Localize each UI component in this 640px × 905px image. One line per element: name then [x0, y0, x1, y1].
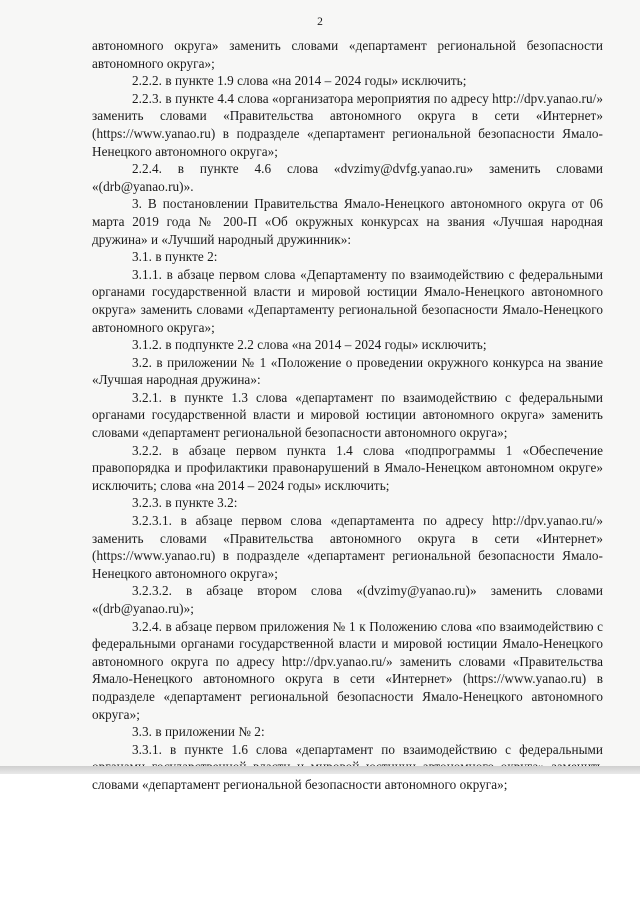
paragraph: 3. В постановлении Правительства Ямало-Ненецкого автономного округа от 06 марта 2019 года № 200-П «Об окружных конкурсах на звания «Лучшая народная дружина» и «Лучший народный дружинник»:: [92, 196, 603, 247]
paragraph: 3.1.2. в подпункте 2.2 слова «на 2014 – 2024 годы» исключить;: [132, 337, 487, 353]
page-number: 2: [317, 16, 323, 28]
paragraph: 3.2. в приложении № 1 «Положение о проведении окружного конкурса на звание «Лучшая народная дружина»:: [92, 354, 603, 388]
paragraph: 3.1. в пункте 2:: [132, 249, 218, 265]
paragraph: 3.2.2. в абзаце первом пункта 1.4 слова «подпрограммы 1 «Обеспечение правопорядка и профилактики правонарушений в Ямало-Ненецком автономном округе» исключить; слова «на 2014 – 2024 годы» исключить;: [92, 442, 603, 493]
paragraph: 3.2.1. в пункте 1.3 слова «департамент по взаимодействию с федеральными органами государственной власти и мировой юстиции автономного округа» заменить словами «департамент региональной безопасности автономного округа»;: [92, 389, 603, 441]
paragraph: 3.2.3.2. в абзаце втором слова «(dvzimy@yanao.ru)» заменить словами «(drb@yanao.ru)»;: [92, 583, 603, 616]
paragraph: 2.2.2. в пункте 1.9 слова «на 2014 – 2024 годы» исключить;: [132, 73, 467, 89]
paragraph: 3.2.4. в абзаце первом приложения № 1 к Положению слова «по взаимодействию с федеральными органами государственной власти и мировой юстиции Ямало-Ненецкого автономного округа по адресу http://dpv.yanao.ru/» заменить словами «Правительства Ямало-Ненецкого автономного округа в сети «Интернет» (https://www.yanao.ru) в подразделе «департамент региональной безопасности Ямало-Ненецкого автономного округа»;: [92, 618, 603, 722]
paragraph: 2.2.4. в пункте 4.6 слова «dvzimy@dvfg.yanao.ru» заменить словами «(drb@yanao.ru)».: [92, 161, 603, 194]
paragraph: 3.3. в приложении № 2:: [132, 724, 265, 740]
paragraph: 3.1.1. в абзаце первом слова «Департаменту по взаимодействию с федеральными органами государственной власти и мировой юстиции Ямало-Ненецкого автономного округа» заменить словами «Департаменту региональной безопасности Ямало-Ненецкого автономного округа»;: [92, 266, 603, 335]
paragraph: 3.2.3. в пункте 3.2:: [132, 495, 238, 511]
paragraph: 3.3.1. в пункте 1.6 слова «департамент по взаимодействию с федеральными словами «департамент региональной безопасности автономного округа»;: [92, 741, 603, 792]
document-body: [92, 37, 603, 794]
paragraph: 2.2.3. в пункте 4.4 слова «организатора мероприятия по адресу http://dpv.yanao.ru/» заменить словами «Правительства автономного округа в сети «Интернет» (https://www.yanao.ru) в подразделе «департамент региональной безопасности Ямало-Ненецкого автономного округа»;: [92, 90, 603, 159]
page-edge-shadow: [0, 766, 640, 774]
paragraph: 3.2.3.1. в абзаце первом слова «департамента по адресу http://dpv.yanao.ru/» заменить словами «Правительства автономного округа в сети «Интернет» (https://www.yanao.ru) в подразделе «департамент региональной безопасности Ямало-Ненецкого автономного округа»;: [92, 513, 603, 581]
paragraph: автономного округа» заменить словами «департамент региональной безопасности автономного округа»;: [92, 38, 603, 71]
